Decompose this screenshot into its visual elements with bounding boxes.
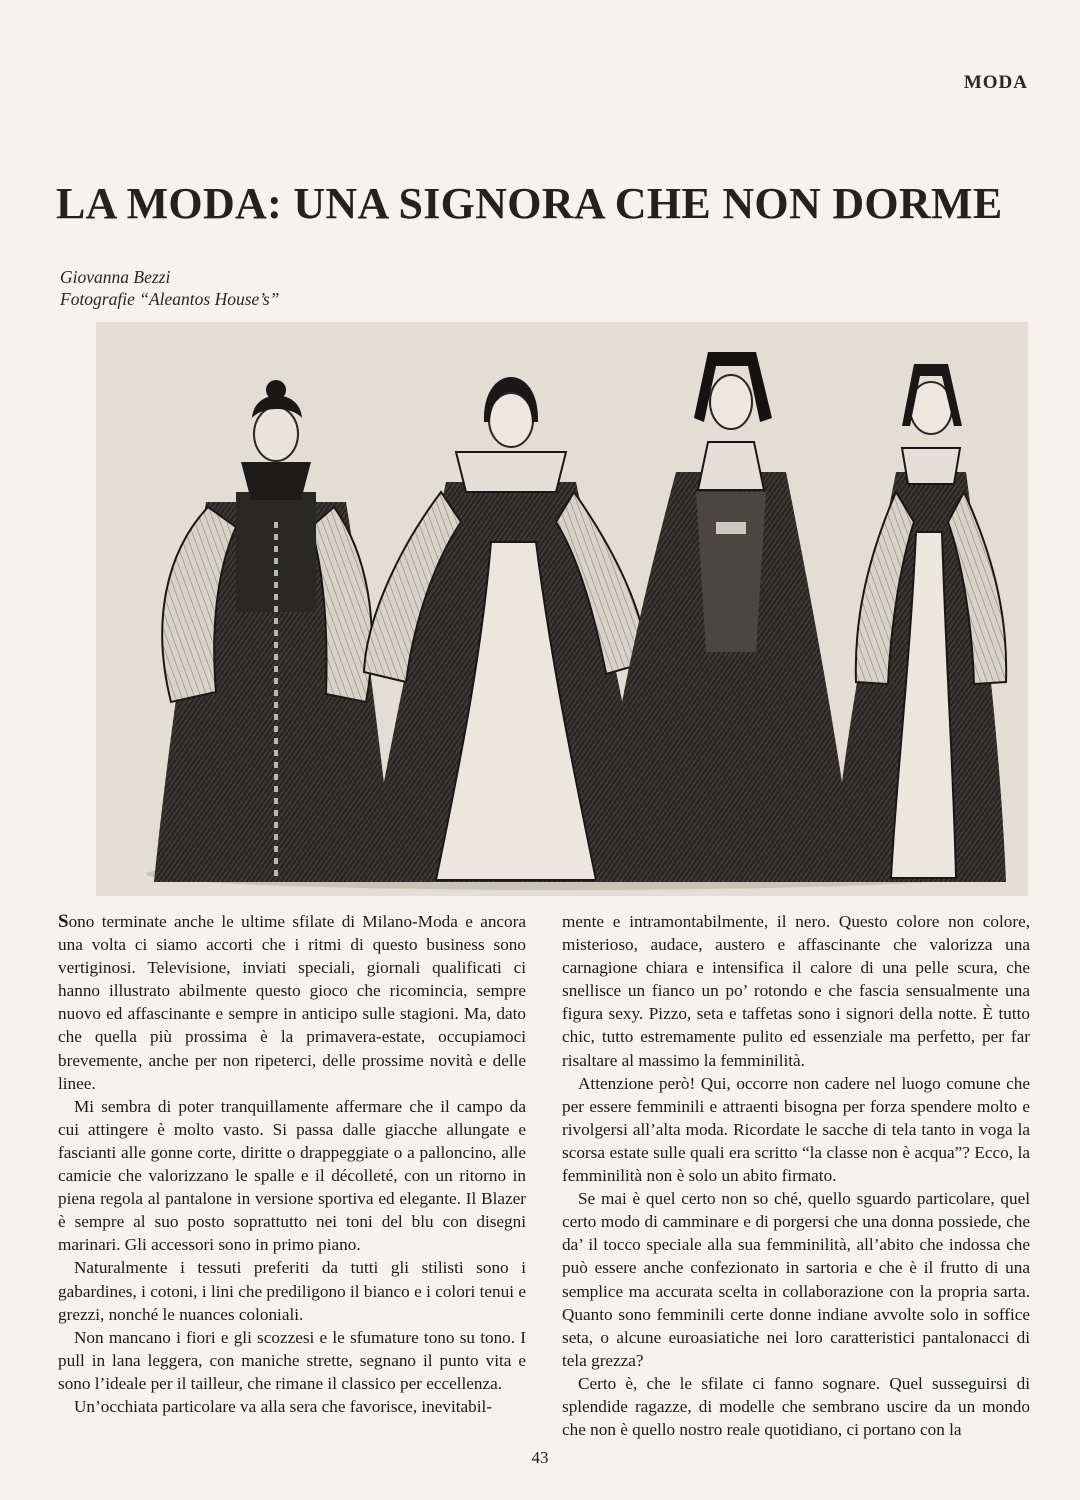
engraving-illustration	[96, 322, 1028, 896]
paragraph: mente e intramontabilmente, il nero. Questo colore non colore, misterioso, audace, austero e affascinante che valorizza una carnagione chiara e intensifica il calore di una pelle scura, che snellisce un fianco un po’ rotondo e che fascia sensualmente una figura sexy. Pizzo, seta e taffetas sono i signori della notte. È tutto chic, tutto estremamente pulito ed essenziale ma perfetto, per far risaltare al massimo la femminilità.	[562, 912, 1030, 1070]
paragraph: Se mai è quel certo non so ché, quello sguardo particolare, quel certo modo di camminare e di porgersi che una donna possiede, che da’ il tocco speciale alla sua femminilità, all’abito che indossa che può essere anche confezionato in sartoria e che è il frutto di una semplice ma accurata scelta in collaborazione con la propria sarta. Quanto sono femminili certe donne indiane avvolte solo in soffice seta, o alcune euroasiatiche nei loro caratteristici pantalonacci di tela grezza?	[562, 1189, 1030, 1370]
four-tudor-ladies-engraving	[96, 322, 1028, 896]
paragraph: Certo è, che le sfilate ci fanno sognare. Quel susseguirsi di splendide ragazze, di modelle che sembrano uscire da un mondo che non è quello nostro reale quotidiano, ci portano con la	[562, 1373, 1030, 1440]
paragraph: Un’occhiata particolare va alla sera che favorisce, inevitabil-	[74, 1396, 493, 1416]
paragraph: Non mancano i fiori e gli scozzesi e le sfumature tono su tono. I pull in lana leggera, con maniche strette, segnano il punto vita e sono l’ideale per il tailleur, che rimane il classico per eccellenza.	[58, 1327, 526, 1393]
author-name: Giovanna Bezzi	[60, 267, 171, 287]
page-number: 43	[531, 1448, 549, 1467]
column-left	[58, 910, 526, 1440]
paragraph: Mi sembra di poter tranquillamente affermare che il campo da cui attingere è molto vasto. Si passa dalle giacche allungate e fascianti alle gonne corte, diritte o drappeggiate o a palloncino, alle camicie che valorizzano le spalle e il décolleté, con un ritorno in piena regola al pantalone in versione sportiva ed elegante. Il Blazer è sempre al suo posto soprattutto nei toni del blu con disegni marinari. Gli accessori sono in primo piano.	[58, 1096, 526, 1255]
column-right	[562, 910, 1030, 1440]
paragraph: Sono terminate anche le ultime sfilate di Milano-Moda e ancora una volta ci siamo accorti che i ritmi di questo business sono vertiginosi. Televisione, inviati speciali, giornali qualificati ci hanno illustrato abilmente questo gioco che ricomincia, sempre nuovo ed affascinante e sempre in anticipo sulle stagioni. Ma, dato che quella più prossima è la primavera-estate, occupiamoci brevemente, anche per non ripeterci, delle prossime novità e delle linee.	[58, 911, 526, 1093]
article-title: LA MODA: UNA SIGNORA CHE NON DORME	[56, 179, 1003, 228]
section-label: MODA	[963, 72, 1028, 93]
photo-credit: Fotografie “Aleantos House’s”	[60, 289, 280, 309]
article-body	[58, 910, 1030, 1440]
paragraph: Attenzione però! Qui, occorre non cadere nel luogo comune che per essere femminili e attraenti bisogna per forza spendere molto e rivolgersi all’alta moda. Ricordate le sacche di tela tanto in voga la scorsa estate sulle quali era scritto “la classe non è acqua”? Ecco, la femminilità non è solo un abito firmato.	[562, 1073, 1030, 1186]
byline	[60, 266, 279, 310]
drop-cap: S	[58, 911, 69, 932]
paragraph: Naturalmente i tessuti preferiti da tutti gli stilisti sono i gabardines, i cotoni, i lini che prediligono il bianco e i colori tenui e grezzi, nonché le nuances coloniali.	[58, 1258, 526, 1324]
